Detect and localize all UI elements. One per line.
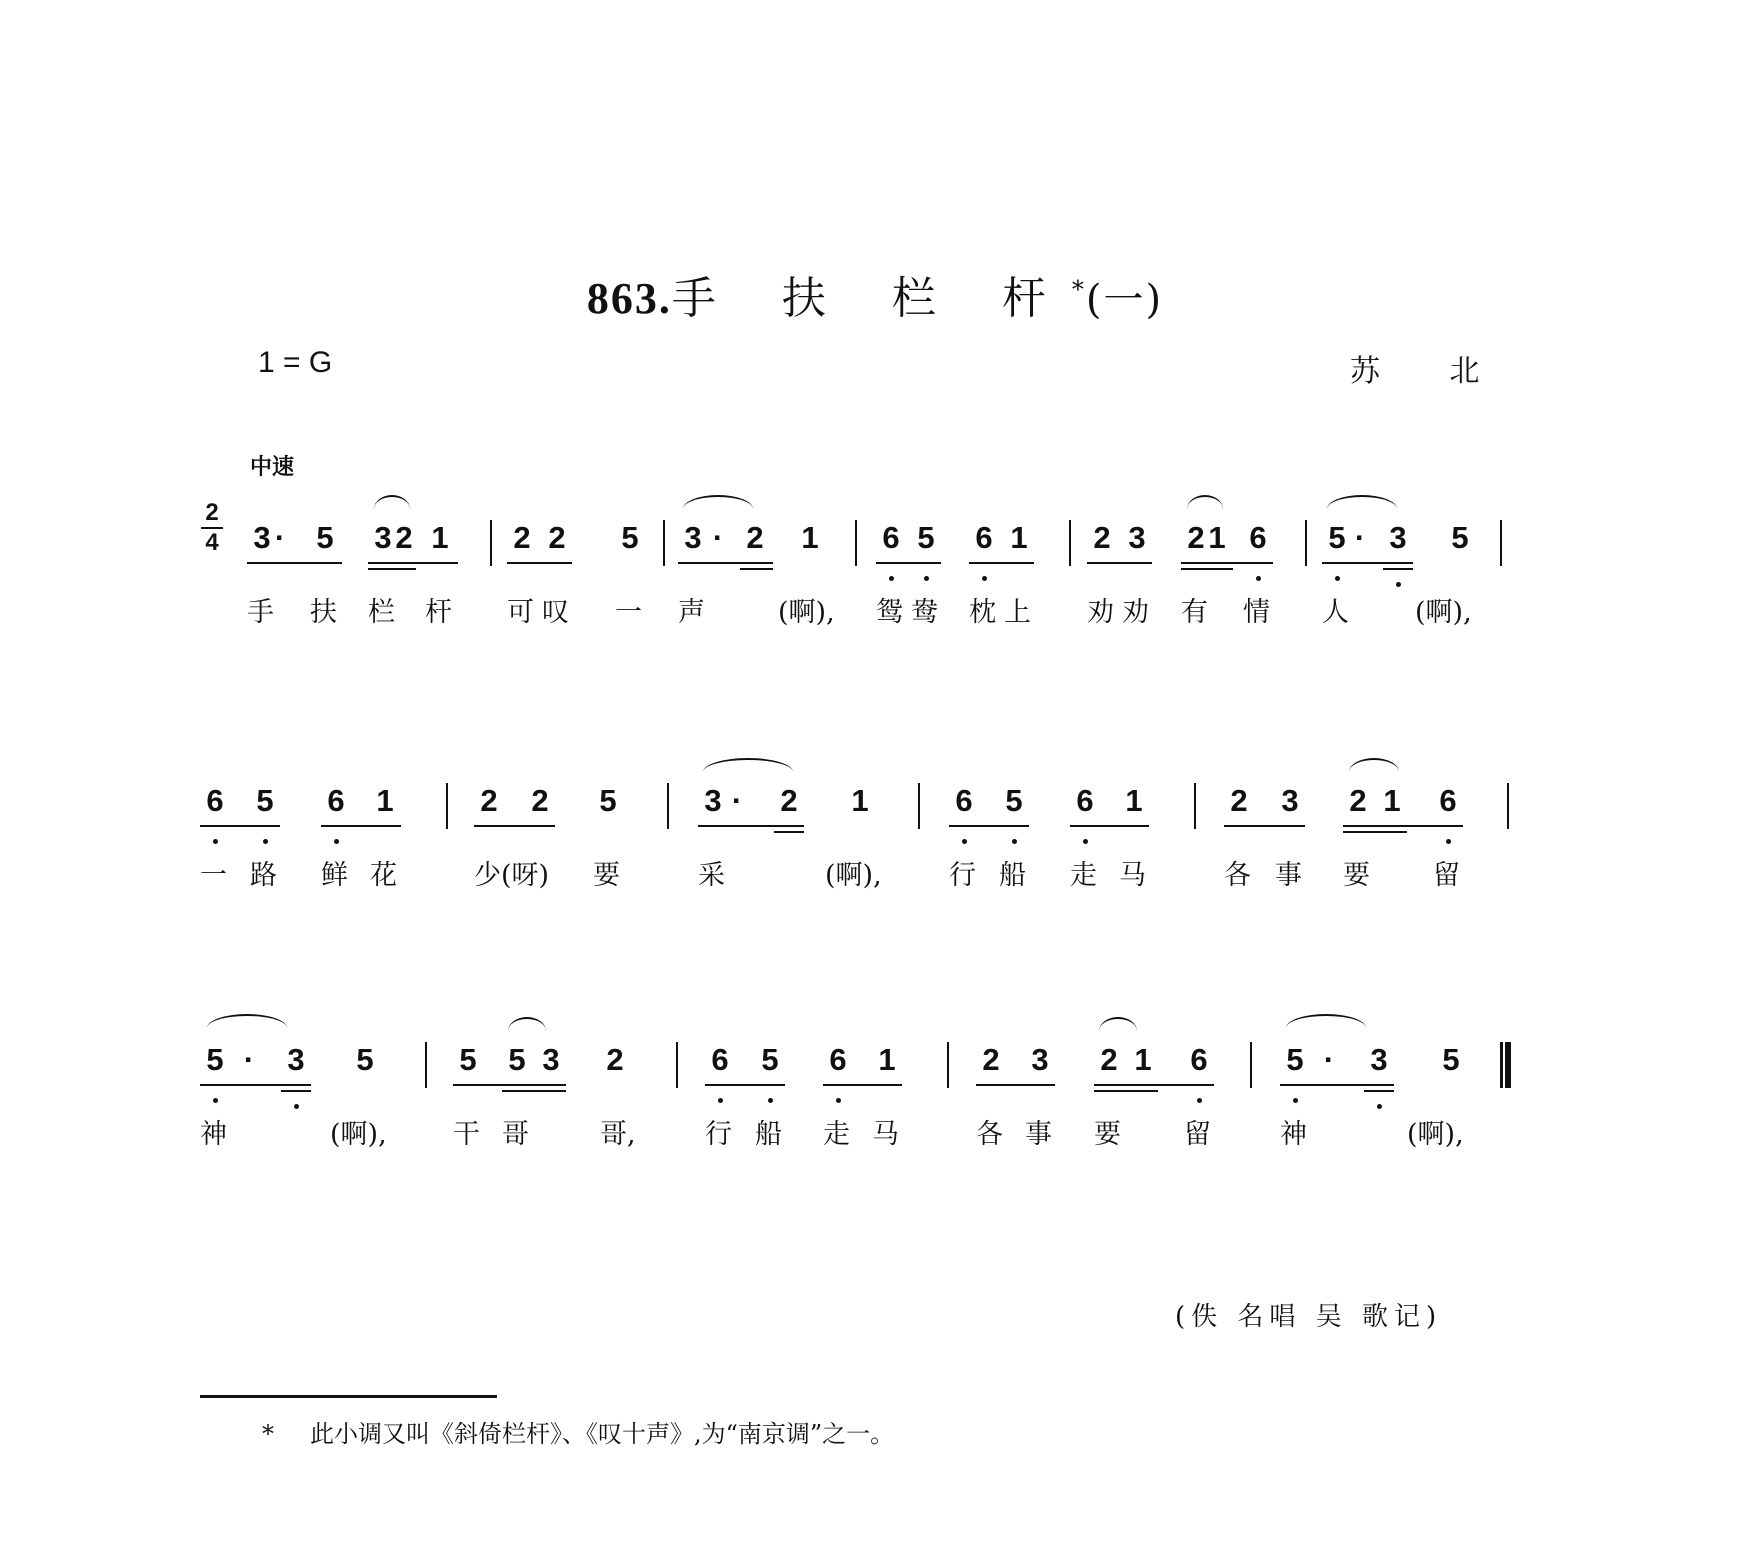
lyric: 船 (755, 1119, 782, 1150)
note: 3 (1128, 520, 1146, 555)
lyric: 扶 (310, 597, 337, 628)
note: 6 (1190, 1042, 1208, 1077)
note: 3 (253, 520, 271, 555)
lyric: 事 (1025, 1119, 1052, 1150)
underline (969, 562, 1034, 564)
slur (683, 495, 753, 509)
low-octave-dot (213, 1098, 218, 1103)
bar-line (1507, 783, 1509, 829)
lyric: (啊), (330, 1119, 387, 1150)
underline (1094, 1084, 1214, 1086)
underline (507, 562, 572, 564)
underline (705, 1084, 785, 1086)
note: 5 (1286, 1042, 1304, 1077)
note: 1 (878, 1042, 896, 1077)
slur (207, 1014, 287, 1028)
note: 3 (684, 520, 702, 555)
note: 2 (746, 520, 764, 555)
lyric: 栏 (368, 597, 395, 628)
note: 2 (480, 783, 498, 818)
slur (508, 1017, 546, 1031)
lyric: 船 (999, 860, 1026, 891)
note: 5 (356, 1042, 374, 1077)
note-dot: · (274, 520, 286, 555)
low-octave-dot (263, 839, 268, 844)
bar-line (1500, 520, 1502, 566)
underline (200, 825, 280, 827)
low-octave-dot (768, 1098, 773, 1103)
note: 1 (431, 520, 449, 555)
low-octave-dot (982, 576, 987, 581)
low-octave-dot (718, 1098, 723, 1103)
song-part: (一) (1085, 277, 1164, 323)
lyric: 鸳 (876, 597, 903, 628)
lyric: 留 (1433, 860, 1460, 891)
note: 6 (975, 520, 993, 555)
slur (1187, 495, 1223, 509)
underline (200, 1084, 311, 1086)
final-bar-thin (1500, 1042, 1503, 1088)
underline (1383, 568, 1413, 570)
lyric: 行 (705, 1119, 732, 1150)
underline (247, 562, 342, 564)
slur (1099, 1017, 1137, 1031)
underline (321, 825, 401, 827)
lyric: 马 (872, 1119, 899, 1150)
lyric: 神 (200, 1119, 227, 1150)
low-octave-dot (294, 1104, 299, 1109)
bar-line (855, 520, 857, 566)
low-octave-dot (334, 839, 339, 844)
lyric: 手 (247, 597, 274, 628)
bar-line (1069, 520, 1071, 566)
lyric: 少(呀) (474, 860, 550, 891)
note: 2 (513, 520, 531, 555)
lyric: 哥 (502, 1119, 529, 1150)
bar-line (446, 783, 448, 829)
footnote-rule (200, 1395, 497, 1398)
lyric: 人 (1322, 597, 1349, 628)
lyric: 有 (1181, 597, 1208, 628)
time-signature-bottom: 4 (205, 529, 219, 556)
bar-line (1250, 1042, 1252, 1088)
note: 6 (955, 783, 973, 818)
note: 1 (1208, 520, 1226, 555)
song-region: 苏 北 (1350, 354, 1510, 389)
low-octave-dot (836, 1098, 841, 1103)
low-octave-dot (1012, 839, 1017, 844)
low-octave-dot (1396, 582, 1401, 587)
note-dot: · (1354, 520, 1366, 555)
score-line-2 (0, 783, 1750, 923)
lyric: 一 (200, 860, 227, 891)
song-title (0, 262, 1750, 326)
low-octave-dot (962, 839, 967, 844)
note: 5 (256, 783, 274, 818)
lyric: 上 (1004, 597, 1031, 628)
bar-line (490, 520, 492, 566)
underline (1094, 1090, 1158, 1092)
footnote (262, 1414, 894, 1449)
lyric: 鸯 (911, 597, 938, 628)
footnote-text: 此小调又叫《斜倚栏杆》、《叹十声》,为“南京调”之一。 (310, 1420, 895, 1448)
note: 5 (1005, 783, 1023, 818)
bar-line (1194, 783, 1196, 829)
slur (1286, 1014, 1366, 1028)
note: 2 (982, 1042, 1000, 1077)
underline (823, 1084, 902, 1086)
lyric: 走 (1070, 860, 1097, 891)
note: 1 (376, 783, 394, 818)
lyric: 一 (615, 597, 642, 628)
note: 5 (508, 1042, 526, 1077)
low-octave-dot (1335, 576, 1340, 581)
lyric: (啊), (1407, 1119, 1464, 1150)
low-octave-dot (1377, 1104, 1382, 1109)
note: 3 (374, 520, 392, 555)
note: 5 (917, 520, 935, 555)
note: 3 (704, 783, 722, 818)
bar-line (1305, 520, 1307, 566)
lyric: 神 (1280, 1119, 1307, 1150)
note: 2 (395, 520, 413, 555)
underline (474, 825, 555, 827)
footnote-marker: * (1071, 275, 1086, 304)
lyric: 杆 (425, 597, 452, 628)
bar-line (667, 783, 669, 829)
low-octave-dot (1293, 1098, 1298, 1103)
low-octave-dot (924, 576, 929, 581)
note: 5 (1328, 520, 1346, 555)
low-octave-dot (1083, 839, 1088, 844)
note-dot: · (712, 520, 724, 555)
lyric: 各 (976, 1119, 1003, 1150)
underline (949, 825, 1029, 827)
lyric: (啊), (1415, 597, 1472, 628)
note: 6 (1439, 783, 1457, 818)
underline (1364, 1090, 1394, 1092)
underline (1322, 562, 1413, 564)
underline (1343, 825, 1463, 827)
low-octave-dot (1197, 1098, 1202, 1103)
note: 2 (548, 520, 566, 555)
song-number: 863. (586, 274, 672, 323)
score-line-3 (0, 1042, 1750, 1182)
underline (502, 1090, 566, 1092)
underline (1343, 831, 1407, 833)
lyric: 花 (370, 860, 397, 891)
note: 2 (606, 1042, 624, 1077)
slur (1327, 495, 1397, 509)
lyric: (啊), (778, 597, 835, 628)
lyric: 要 (1343, 860, 1370, 891)
score-line-1 (0, 520, 1750, 660)
slur (374, 495, 410, 509)
underline (1070, 825, 1149, 827)
note: 6 (327, 783, 345, 818)
lyric: 声 (678, 597, 705, 628)
note: 5 (459, 1042, 477, 1077)
note: 6 (882, 520, 900, 555)
note: 5 (621, 520, 639, 555)
lyric: 可 (507, 597, 534, 628)
lyric: (啊), (825, 860, 882, 891)
lyric: 干 (453, 1119, 480, 1150)
note: 3 (1031, 1042, 1049, 1077)
final-bar-thick (1505, 1042, 1511, 1088)
note: 3 (1389, 520, 1407, 555)
lyric: 行 (949, 860, 976, 891)
note: 3 (1281, 783, 1299, 818)
footnote-mark: * (262, 1420, 274, 1448)
underline (1181, 568, 1233, 570)
note: 2 (531, 783, 549, 818)
slur (1349, 758, 1399, 772)
lyric: 劝 (1122, 597, 1149, 628)
note: 6 (1076, 783, 1094, 818)
underline (453, 1084, 566, 1086)
lyric: 走 (823, 1119, 850, 1150)
note: 6 (711, 1042, 729, 1077)
lyric: 要 (1094, 1119, 1121, 1150)
bar-line (676, 1042, 678, 1088)
slur (703, 758, 793, 772)
note: 2 (780, 783, 798, 818)
note: 2 (1349, 783, 1367, 818)
low-octave-dot (889, 576, 894, 581)
low-octave-dot (1256, 576, 1261, 581)
key-signature: 1 = G (258, 346, 333, 379)
note: 1 (851, 783, 869, 818)
note: 3 (542, 1042, 560, 1077)
underline (740, 568, 773, 570)
underline (678, 562, 773, 564)
underline (281, 1090, 311, 1092)
note: 2 (1093, 520, 1111, 555)
note: 2 (1100, 1042, 1118, 1077)
lyric: 马 (1119, 860, 1146, 891)
note: 2 (1230, 783, 1248, 818)
lyric: 采 (698, 860, 725, 891)
lyric: 事 (1275, 860, 1302, 891)
note: 1 (801, 520, 819, 555)
lyric: 路 (250, 860, 277, 891)
song-credit: (佚 名唱 吴 歌记) (1175, 1302, 1443, 1332)
note: 5 (599, 783, 617, 818)
lyric: 各 (1224, 860, 1251, 891)
underline (876, 562, 941, 564)
bar-line (663, 520, 665, 566)
underline (1087, 562, 1152, 564)
underline (368, 568, 416, 570)
note: 1 (1383, 783, 1401, 818)
note: 2 (1187, 520, 1205, 555)
lyric: 叹 (542, 597, 569, 628)
underline (368, 562, 458, 564)
note: 5 (761, 1042, 779, 1077)
note: 3 (287, 1042, 305, 1077)
note: 1 (1010, 520, 1028, 555)
bar-line (425, 1042, 427, 1088)
note-dot: · (1323, 1042, 1335, 1077)
underline (1280, 1084, 1394, 1086)
note-dot: · (731, 783, 743, 818)
note: 1 (1125, 783, 1143, 818)
lyric: 鲜 (321, 860, 348, 891)
note: 6 (829, 1042, 847, 1077)
bar-line (947, 1042, 949, 1088)
underline (774, 831, 804, 833)
lyric: 情 (1243, 597, 1270, 628)
note: 3 (1370, 1042, 1388, 1077)
lyric: 枕 (969, 597, 996, 628)
underline (1224, 825, 1305, 827)
lyric: 留 (1184, 1119, 1211, 1150)
note-dot: · (243, 1042, 255, 1077)
time-signature-top: 2 (205, 499, 219, 526)
note: 5 (206, 1042, 224, 1077)
lyric: 劝 (1087, 597, 1114, 628)
tempo-marking: 中速 (250, 454, 295, 480)
lyric: 哥, (600, 1119, 636, 1150)
note: 5 (316, 520, 334, 555)
bar-line (918, 783, 920, 829)
note: 5 (1451, 520, 1469, 555)
underline (1181, 562, 1273, 564)
underline (698, 825, 804, 827)
underline (976, 1084, 1055, 1086)
lyric: 要 (593, 860, 620, 891)
note: 5 (1442, 1042, 1460, 1077)
song-title-text: 手 扶 栏 杆 (671, 273, 1072, 324)
low-octave-dot (213, 839, 218, 844)
low-octave-dot (1446, 839, 1451, 844)
note: 1 (1134, 1042, 1152, 1077)
note: 6 (1249, 520, 1267, 555)
note: 6 (206, 783, 224, 818)
